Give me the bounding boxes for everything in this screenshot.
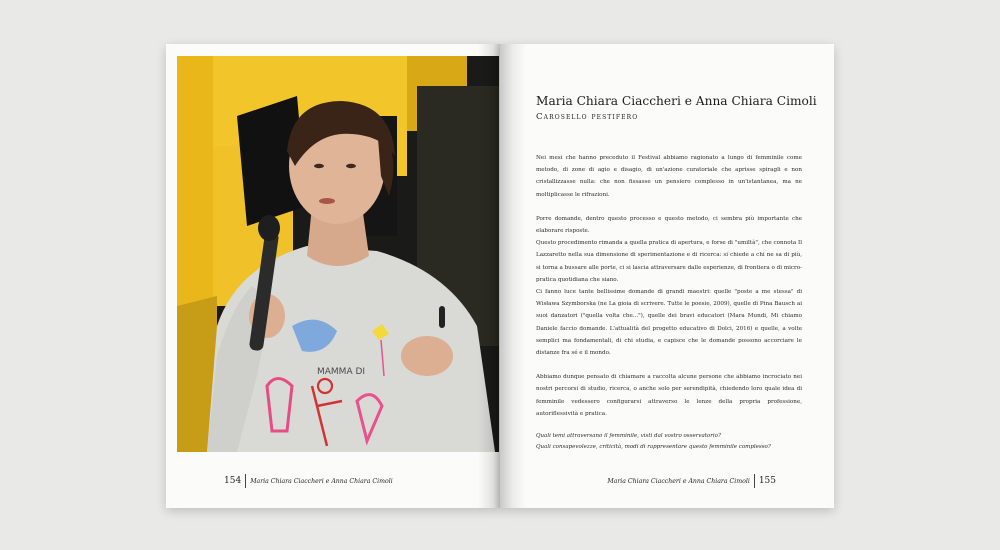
left-folio — [224, 474, 393, 488]
shirt-text: MAMMA DI — [317, 367, 366, 377]
question: Quali consapevolezze, criticità, modi di rappresentare questo femminile complesso? — [536, 444, 771, 450]
paragraph: Nei mesi che hanno preceduto il Festival abbiamo ragionato a lungo di femminile come metodo, di zone di agio e disagio, di un'azione curatoriale che aprisse spiragli e non cristallizzasse nulla: che non fissasse un pensiero complesso in un'istantanea, ma ne moltiplicasse le rifrazioni. — [536, 155, 802, 198]
questions — [536, 431, 806, 453]
chapter-subtitle: Carosello pestifero — [536, 112, 639, 122]
right-gutter-shadow — [500, 44, 526, 508]
paragraph: Ci fanno luce tante bellissime domande di grandi maestri: quelle "poste a me stessa" di Wisława Szymborska (ne La gioia di scrivere. Tutte le poesie, 2009), quelle di Pina Bausch ai suoi danzatori ("quella volta che..."), quelle dei bravi educatori (Mara Mundi, Mi chiamo Daniele faccio domande. L'attualità del progetto educativo di Dolci, 2016) e quelle, a volte semplici ma fondamentali, di chi studia, e capisce che le domande possono accorciare le distanze fra sé e il mondo. — [536, 289, 802, 357]
open-book — [166, 44, 834, 508]
left-page-number: 154 — [224, 476, 242, 486]
folio-divider — [245, 474, 246, 488]
chapter-title: Maria Chiara Ciaccheri e Anna Chiara Cimoli — [536, 94, 817, 108]
right-page — [500, 44, 834, 508]
right-page-number: 155 — [758, 476, 776, 486]
right-folio — [607, 474, 776, 488]
question: Quali temi attraversano il femminile, visti dal vostro osservatorio? — [536, 433, 721, 439]
paragraph: Questo procedimento rimanda a quella pratica di apertura, e forse di "umiltà", che connota Il Lazzaretto nella sua dimensione di sperimentazione e di ricerca: si chiede a chi ne sa di più, si torna a bussare alle porte, ci si lascia attraversare dalle esperienze, di frontiera o di micro-pratica quotidiana che siano. — [536, 240, 802, 283]
left-page — [166, 44, 500, 508]
left-running-author: Maria Chiara Ciaccheri e Anna Chiara Cimoli — [250, 477, 393, 485]
left-gutter-shadow — [478, 44, 500, 508]
paragraph: Porre domande, dentro questo processo e questo metodo, ci sembra più importante che elaborare risposte. — [536, 215, 802, 235]
paragraph: Abbiamo dunque pensato di chiamare a raccolta alcune persone che abbiamo incrociato nei nostri percorsi di studio, ricerca, o anche solo per serendipità, chiedendo loro quale idea di femminile vedessero configurarsi attraverso le lenze della propria professione, autoriflessività e pratica. — [536, 374, 802, 417]
right-running-author: Maria Chiara Ciaccheri e Anna Chiara Cimoli — [607, 477, 750, 485]
folio-divider — [754, 474, 755, 488]
speaker-photo — [177, 56, 499, 452]
body-text — [536, 152, 802, 420]
